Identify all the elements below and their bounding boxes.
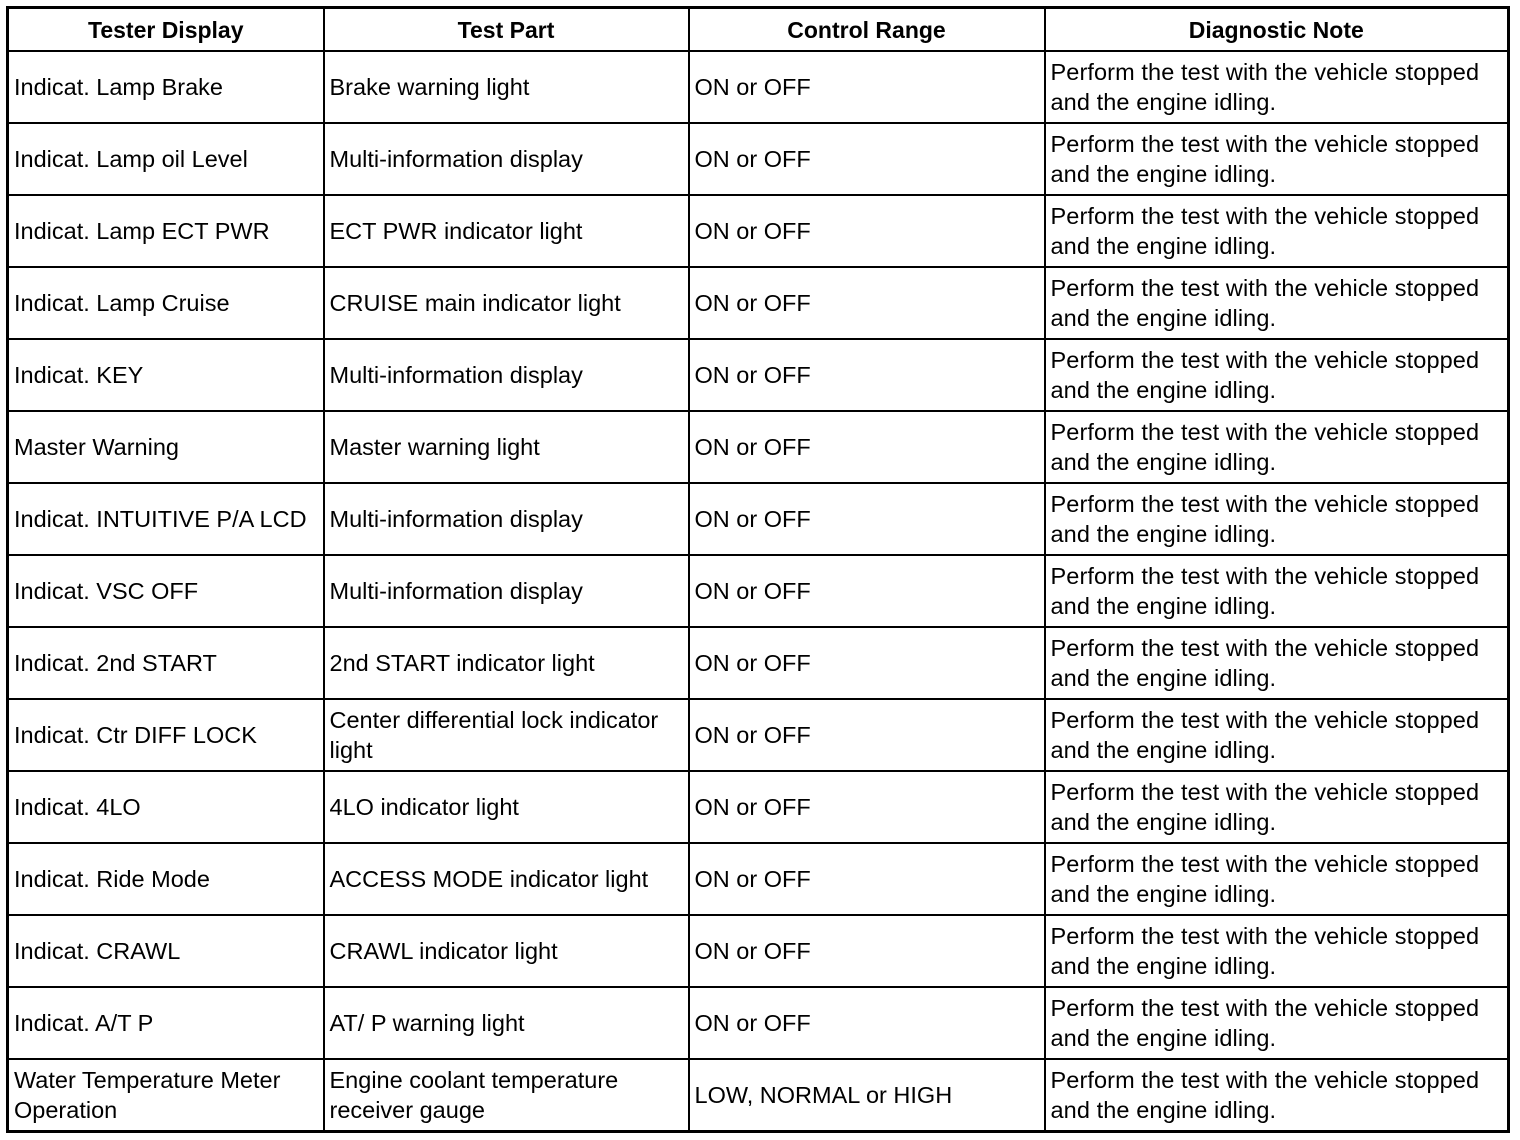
table-row [8,51,1509,123]
table-row [8,915,1509,987]
note-line-2: and the engine idling. [1050,305,1277,331]
test-part-cell: Multi-information display [324,555,689,627]
test-part-cell: AT/ P warning light [324,987,689,1059]
table-row [8,339,1509,411]
control-range-cell: ON or OFF [689,123,1045,195]
note-line-1: Perform the test with the vehicle stopped [1050,1067,1480,1093]
tester-display-cell: Water Temperature Meter Operation [8,1059,324,1132]
test-part-cell: Multi-information display [324,123,689,195]
tester-display-cell: Indicat. Lamp oil Level [8,123,324,195]
note-line-1: Perform the test with the vehicle stopped [1050,491,1480,517]
diagnostic-note-cell [1045,51,1509,123]
test-part-cell: 2nd START indicator light [324,627,689,699]
table-row [8,699,1509,771]
diagnostic-note-cell [1045,1059,1509,1132]
header-control-range: Control Range [689,8,1045,52]
diagnostic-note-cell [1045,123,1509,195]
diagnostic-note-cell [1045,843,1509,915]
note-line-2: and the engine idling. [1050,89,1277,115]
diagnostic-note-cell [1045,195,1509,267]
note-line-1: Perform the test with the vehicle stopped [1050,635,1480,661]
control-range-cell: ON or OFF [689,843,1045,915]
note-line-1: Perform the test with the vehicle stopped [1050,563,1480,589]
tester-display-cell: Indicat. VSC OFF [8,555,324,627]
test-part-cell: 4LO indicator light [324,771,689,843]
table-row [8,123,1509,195]
tester-display-cell: Master Warning [8,411,324,483]
note-line-2: and the engine idling. [1050,665,1277,691]
tester-display-cell: Indicat. INTUITIVE P/A LCD [8,483,324,555]
table-row [8,483,1509,555]
test-part-cell: Multi-information display [324,483,689,555]
note-line-2: and the engine idling. [1050,449,1277,475]
tester-display-cell: Indicat. 4LO [8,771,324,843]
test-part-cell: Master warning light [324,411,689,483]
control-range-cell: ON or OFF [689,555,1045,627]
note-line-2: and the engine idling. [1050,809,1277,835]
note-line-2: and the engine idling. [1050,593,1277,619]
table-header-row [8,8,1509,52]
control-range-cell: LOW, NORMAL or HIGH [689,1059,1045,1132]
note-line-1: Perform the test with the vehicle stopped [1050,131,1480,157]
note-line-2: and the engine idling. [1050,161,1277,187]
control-range-cell: ON or OFF [689,267,1045,339]
control-range-cell: ON or OFF [689,411,1045,483]
tester-display-cell: Indicat. 2nd START [8,627,324,699]
tester-display-cell: Indicat. A/T P [8,987,324,1059]
note-line-1: Perform the test with the vehicle stopped [1050,995,1480,1021]
control-range-cell: ON or OFF [689,699,1045,771]
note-line-1: Perform the test with the vehicle stopped [1050,203,1480,229]
note-line-1: Perform the test with the vehicle stopped [1050,707,1480,733]
note-line-2: and the engine idling. [1050,1025,1277,1051]
diagnostic-note-cell [1045,411,1509,483]
note-line-2: and the engine idling. [1050,881,1277,907]
note-line-1: Perform the test with the vehicle stopped [1050,851,1480,877]
note-line-2: and the engine idling. [1050,377,1277,403]
control-range-cell: ON or OFF [689,987,1045,1059]
diagnostic-note-cell [1045,267,1509,339]
diagnostic-note-cell [1045,987,1509,1059]
control-range-cell: ON or OFF [689,771,1045,843]
tester-display-cell: Indicat. Lamp Cruise [8,267,324,339]
note-line-1: Perform the test with the vehicle stopped [1050,59,1480,85]
note-line-1: Perform the test with the vehicle stopped [1050,275,1480,301]
header-diagnostic-note: Diagnostic Note [1045,8,1509,52]
note-line-2: and the engine idling. [1050,233,1277,259]
tester-display-cell: Indicat. Ride Mode [8,843,324,915]
table-row [8,987,1509,1059]
diagnostic-note-cell [1045,339,1509,411]
tester-display-cell: Indicat. Lamp Brake [8,51,324,123]
note-line-2: and the engine idling. [1050,1097,1277,1123]
test-part-cell: Center differential lock indicator light [324,699,689,771]
note-line-1: Perform the test with the vehicle stopped [1050,347,1480,373]
tester-display-cell: Indicat. Lamp ECT PWR [8,195,324,267]
control-range-cell: ON or OFF [689,195,1045,267]
tester-display-cell: Indicat. CRAWL [8,915,324,987]
diagnostic-note-cell [1045,627,1509,699]
test-part-cell: Brake warning light [324,51,689,123]
table-row [8,627,1509,699]
test-part-cell: CRAWL indicator light [324,915,689,987]
table-row [8,771,1509,843]
tester-display-cell: Indicat. KEY [8,339,324,411]
note-line-2: and the engine idling. [1050,521,1277,547]
test-part-cell: Multi-information display [324,339,689,411]
diagnostic-note-cell [1045,699,1509,771]
test-part-cell: ECT PWR indicator light [324,195,689,267]
diagnostic-note-cell [1045,555,1509,627]
note-line-2: and the engine idling. [1050,953,1277,979]
table-row [8,843,1509,915]
table-row [8,555,1509,627]
test-part-cell: ACCESS MODE indicator light [324,843,689,915]
control-range-cell: ON or OFF [689,627,1045,699]
note-line-1: Perform the test with the vehicle stopped [1050,779,1480,805]
control-range-cell: ON or OFF [689,51,1045,123]
diagnostic-note-cell [1045,915,1509,987]
table-row [8,195,1509,267]
test-part-cell: CRUISE main indicator light [324,267,689,339]
test-part-cell: Engine coolant temperature receiver gauge [324,1059,689,1132]
note-line-1: Perform the test with the vehicle stopped [1050,419,1480,445]
header-tester-display: Tester Display [8,8,324,52]
control-range-cell: ON or OFF [689,483,1045,555]
table-row [8,267,1509,339]
table-row [8,1059,1509,1132]
tester-display-cell: Indicat. Ctr DIFF LOCK [8,699,324,771]
diagnostic-table [6,6,1510,1133]
control-range-cell: ON or OFF [689,915,1045,987]
table-row [8,411,1509,483]
control-range-cell: ON or OFF [689,339,1045,411]
header-test-part: Test Part [324,8,689,52]
diagnostic-note-cell [1045,771,1509,843]
note-line-2: and the engine idling. [1050,737,1277,763]
diagnostic-note-cell [1045,483,1509,555]
note-line-1: Perform the test with the vehicle stopped [1050,923,1480,949]
